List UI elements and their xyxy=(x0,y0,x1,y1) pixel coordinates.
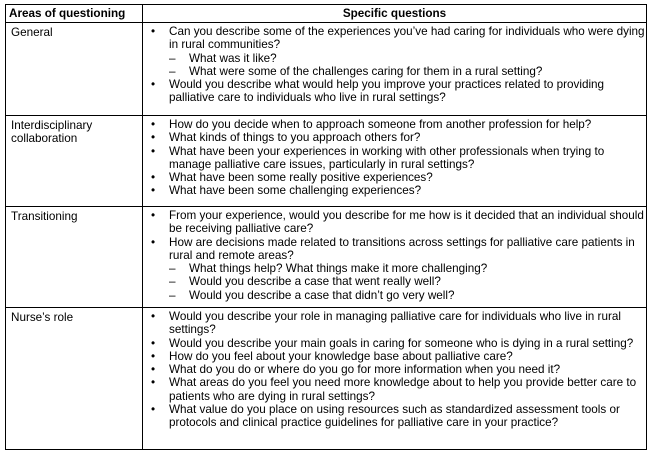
area-cell: Transitioning xyxy=(6,207,143,308)
question-list xyxy=(143,308,646,430)
question-text: What value do you place on using resources such as standardized assessment tools or protocols and clinical practice guidelines for palliative care in your practice? xyxy=(169,403,620,430)
question-text: What kinds of things to you approach others for? xyxy=(169,131,421,145)
question-text: What have been some challenging experiences? xyxy=(169,184,422,198)
question-text: What have been some really positive experiences? xyxy=(169,171,433,185)
table-row xyxy=(6,308,647,450)
question-text: From your experience, would you describe for me how is it decided that an individual should be receiving palliative care? xyxy=(169,209,644,236)
question-list xyxy=(143,116,646,198)
question-item xyxy=(143,363,646,376)
questions-cell xyxy=(143,23,647,116)
question-text: How do you decide when to approach someone from another profession for help? xyxy=(169,118,592,131)
question-item xyxy=(143,337,646,350)
header-questions: Specific questions xyxy=(143,5,647,23)
sub-question-item: – Would you describe a case that went really well? xyxy=(169,275,646,288)
questions-cell xyxy=(143,116,647,207)
area-cell: General xyxy=(6,23,143,116)
sub-question-item: – What were some of the challenges caring for them in a rural setting? xyxy=(169,65,646,78)
question-item xyxy=(143,236,646,302)
question-item xyxy=(143,145,646,172)
question-text: What areas do you feel you need more knowledge about to help you provide better care to patients who are dying in rural settings? xyxy=(169,376,637,403)
table-row xyxy=(6,207,647,308)
question-text: Can you describe some of the experiences you’ve had caring for individuals who were dying in rural communities? xyxy=(169,25,645,52)
question-text: What have been your experiences in working with other professionals when trying to manage palliative care issues, particularly in rural settings? xyxy=(169,144,605,171)
question-item xyxy=(143,350,646,363)
question-item xyxy=(143,184,646,197)
questions-table xyxy=(5,4,647,450)
sub-question-item: – What was it like? xyxy=(169,52,646,65)
question-item xyxy=(143,376,646,403)
header-row xyxy=(6,5,647,23)
question-item xyxy=(143,209,646,236)
questions-cell xyxy=(143,207,647,308)
area-cell: Nurse’s role xyxy=(6,308,143,450)
question-item xyxy=(143,78,646,105)
table-body xyxy=(6,23,647,450)
questions-cell xyxy=(143,308,647,450)
question-item xyxy=(143,131,646,144)
question-item xyxy=(143,171,646,184)
sub-question-list xyxy=(169,52,646,79)
question-item xyxy=(143,118,646,131)
question-list xyxy=(143,207,646,302)
question-text: How are decisions made related to transitions across settings for palliative care patients in rural and remote areas? xyxy=(169,235,635,262)
question-item xyxy=(143,25,646,78)
table-row xyxy=(6,23,647,116)
question-text: Would you describe your role in managing palliative care for individuals who live in rural settings? xyxy=(169,310,621,337)
question-text: Would you describe what would help you improve your practices related to providing palliative care to individuals who live in rural settings? xyxy=(169,78,605,105)
header-areas: Areas of questioning xyxy=(6,5,143,23)
table-row xyxy=(6,116,647,207)
question-text: How do you feel about your knowledge base about palliative care? xyxy=(169,349,513,363)
question-item xyxy=(143,403,646,430)
question-text: Would you describe your main goals in caring for someone who is dying in a rural setting? xyxy=(169,336,634,350)
question-list xyxy=(143,23,646,105)
question-text: What do you do or where do you go for more information when you need it? xyxy=(169,363,561,377)
area-cell: Interdisciplinary collaboration xyxy=(6,116,143,207)
question-item xyxy=(143,310,646,337)
sub-question-item: – What things help? What things make it more challenging? xyxy=(169,262,646,275)
sub-question-item: – Would you describe a case that didn’t go very well? xyxy=(169,289,646,302)
sub-question-list xyxy=(169,262,646,302)
